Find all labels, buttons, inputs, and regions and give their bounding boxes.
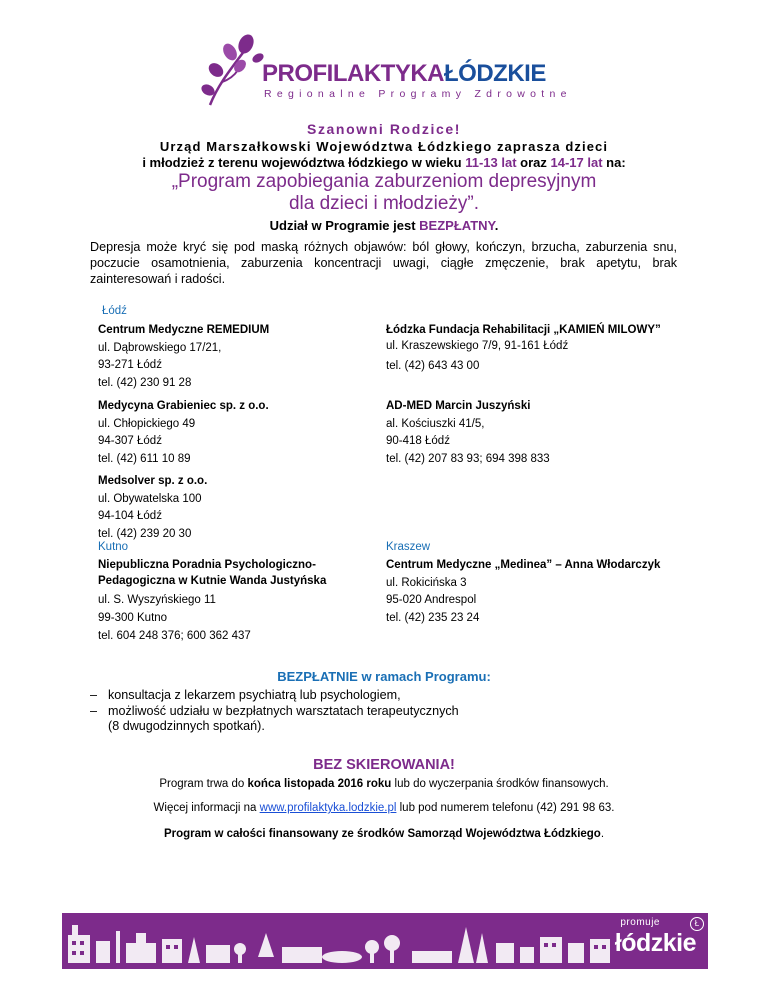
center-kutno-poradnia: Niepubliczna Poradnia Psychologiczno- Pedagogiczna w Kutnie Wanda Justyńska ul. S. Wyszyńskiego 11 99-300 Kutno tel. 604 248 376; 600 362 437 <box>98 559 327 642</box>
center-medsolver: Medsolver sp. z o.o. ul. Obywatelska 100 94-104 Łódź tel. (42) 239 20 30 <box>98 475 208 540</box>
logo <box>200 30 570 108</box>
free-participation: Udział w Programie jest BEZPŁATNY. <box>269 218 499 233</box>
logo-tagline: Regionalne Programy Zdrowotne <box>264 88 572 100</box>
list-item: – możliwość udziału w bezpłatnych warsztatach terapeutycznych <box>90 704 459 720</box>
center-kamien-milowy: Łódzka Fundacja Rehabilitacji „KAMIEŃ MILOWY” ul. Kraszewskiego 7/9, 91-161 Łódź tel. (42) 643 43 00 <box>386 324 661 372</box>
benefits-list <box>90 688 459 735</box>
invitation-line-2: i młodzież z terenu województwa łódzkiego w wieku 11-13 lat oraz 14-17 lat na: <box>142 155 626 170</box>
program-title-line-1: „Program zapobiegania zaburzeniom depresyjnym <box>171 171 597 192</box>
invitation-line-1: Urząd Marszałkowski Województwa Łódzkiego zaprasza dzieci <box>159 139 609 154</box>
banner-circle-logo: Ł <box>690 917 704 931</box>
program-duration: Program trwa do końca listopada 2016 roku lub do wyczerpania środków finansowych. <box>159 778 609 790</box>
greeting: Szanowni Rodzice! <box>307 121 461 137</box>
logo-brand: PROFILAKTYKAŁÓDZKIE <box>262 60 546 87</box>
center-remedium: Centrum Medyczne REMEDIUM ul. Dąbrowskiego 17/21, 93-271 Łódź tel. (42) 230 91 28 <box>98 324 270 389</box>
promuje-lodzkie-banner <box>62 913 708 969</box>
list-item: – konsultacja z lekarzem psychiatrą lub psychologiem, <box>90 688 459 704</box>
financing-note: Program w całości finansowany ze środków Samorząd Województwa Łódzkiego. <box>163 828 605 840</box>
age-range-1: 11-13 lat <box>465 155 517 170</box>
center-medinea: Centrum Medyczne „Medinea” – Anna Włodarczyk ul. Rokicińska 3 95-020 Andrespol tel. (42) 235 23 24 <box>386 559 661 624</box>
banner-big-text: łódzkie <box>614 929 696 957</box>
more-info: Więcej informacji na www.profilaktyka.lodzkie.pl lub pod numerem telefonu (42) 291 98 63. <box>153 802 615 814</box>
city-label-kutno: Kutno <box>98 541 129 553</box>
website-link[interactable]: www.profilaktyka.lodzkie.pl <box>259 802 397 814</box>
center-grabieniec: Medycyna Grabieniec sp. z o.o. ul. Chłopickiego 49 94-307 Łódź tel. (42) 611 10 89 <box>98 400 269 465</box>
banner-small-text: promuje <box>620 917 660 928</box>
age-range-2: 14-17 lat <box>550 155 603 170</box>
intro-paragraph: Depresja może kryć się pod maską różnych objawów: ból głowy, kończyn, brzucha, zaburzenia snu, poczucie osamotnienia, zaburzenia koncentracji uwagi, ciągłe zmęczenie, brak apetytu, brak zainteresowań i radości. <box>90 240 677 286</box>
program-title-line-2: dla dzieci i młodzieży”. <box>288 193 480 214</box>
city-label-kraszew: Kraszew <box>386 541 431 553</box>
center-admed: AD-MED Marcin Juszyński al. Kościuszki 41/5, 90-418 Łódź tel. (42) 207 83 93; 694 398 833 <box>386 400 550 465</box>
list-item-continuation: (8 dwugodzinnych spotkań). <box>108 719 265 733</box>
city-label-lodz: Łódź <box>102 305 127 317</box>
leaf-branch-icon <box>200 30 270 108</box>
skyline-illustration <box>62 913 622 969</box>
no-referral: BEZ SKIEROWANIA! <box>313 757 455 773</box>
benefits-title: BEZPŁATNIE w ramach Programu: <box>277 669 491 684</box>
